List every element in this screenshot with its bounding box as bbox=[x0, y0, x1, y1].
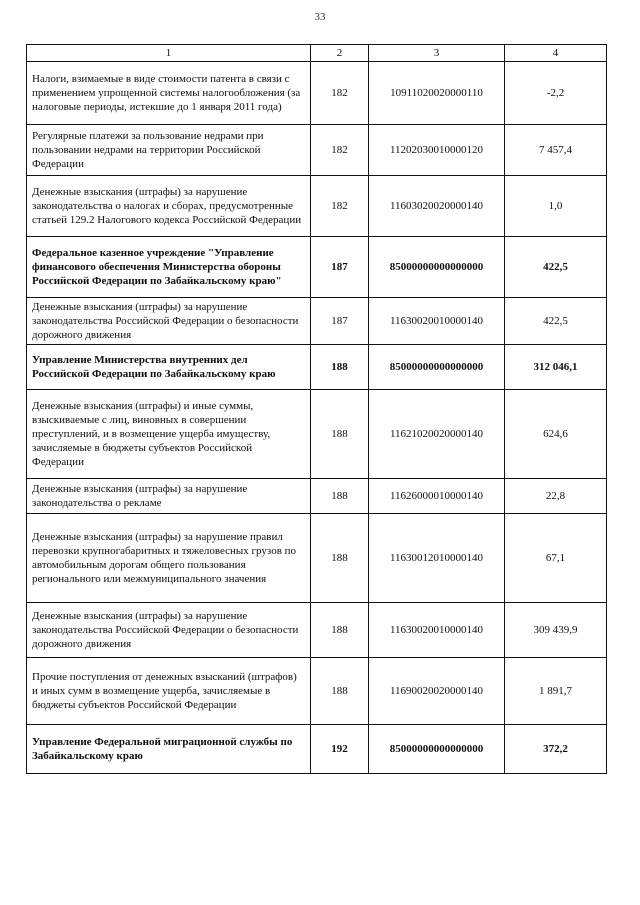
row-admin-code: 187 bbox=[311, 237, 369, 298]
row-admin-code: 182 bbox=[311, 125, 369, 176]
table-header-row bbox=[27, 45, 607, 62]
row-budget-code: 11626000010000140 bbox=[369, 479, 505, 514]
row-amount: 7 457,4 bbox=[505, 125, 607, 176]
column-header-code: 3 bbox=[369, 45, 505, 62]
row-amount: 422,5 bbox=[505, 298, 607, 345]
row-amount: 1,0 bbox=[505, 176, 607, 237]
row-budget-code: 11630012010000140 bbox=[369, 514, 505, 603]
row-admin-code: 188 bbox=[311, 390, 369, 479]
page-number: 33 bbox=[314, 11, 326, 23]
budget-revenue-table bbox=[26, 44, 607, 774]
row-amount: 1 891,7 bbox=[505, 658, 607, 725]
row-admin-code: 188 bbox=[311, 658, 369, 725]
row-amount: 312 046,1 bbox=[505, 345, 607, 390]
row-admin-code: 188 bbox=[311, 603, 369, 658]
row-admin-code: 188 bbox=[311, 479, 369, 514]
row-name: Управление Министерства внутренних дел Российской Федерации по Забайкальскому краю bbox=[27, 345, 311, 390]
row-admin-code: 187 bbox=[311, 298, 369, 345]
table-row bbox=[27, 658, 607, 725]
row-name: Регулярные платежи за пользование недрами при пользовании недрами на территории Российской Федерации bbox=[27, 125, 311, 176]
table-row bbox=[27, 125, 607, 176]
row-admin-code: 188 bbox=[311, 345, 369, 390]
row-name: Управление Федеральной миграционной службы по Забайкальскому краю bbox=[27, 725, 311, 774]
row-budget-code: 11202030010000120 bbox=[369, 125, 505, 176]
table-row-section bbox=[27, 345, 607, 390]
row-amount: 624,6 bbox=[505, 390, 607, 479]
table-row bbox=[27, 514, 607, 603]
column-header-name: 1 bbox=[27, 45, 311, 62]
table-row bbox=[27, 298, 607, 345]
row-budget-code: 11630020010000140 bbox=[369, 603, 505, 658]
row-name: Налоги, взимаемые в виде стоимости патента в связи с применением упрощенной системы налогообложения (за налоговые периоды, истекшие до 1 января 2011 года) bbox=[27, 62, 311, 125]
row-name: Денежные взыскания (штрафы) за нарушение правил перевозки крупногабаритных и тяжеловесных грузов по автомобильным дорогам общего пользования регионального или межмуниципального значения bbox=[27, 514, 311, 603]
row-amount: 22,8 bbox=[505, 479, 607, 514]
row-amount: 422,5 bbox=[505, 237, 607, 298]
row-admin-code: 182 bbox=[311, 176, 369, 237]
row-budget-code: 85000000000000000 bbox=[369, 345, 505, 390]
row-budget-code: 11690020020000140 bbox=[369, 658, 505, 725]
column-header-amount: 4 bbox=[505, 45, 607, 62]
row-budget-code: 11621020020000140 bbox=[369, 390, 505, 479]
row-name: Денежные взыскания (штрафы) за нарушение законодательства Российской Федерации о безопасности дорожного движения bbox=[27, 603, 311, 658]
row-name: Федеральное казенное учреждение "Управление финансового обеспечения Министерства обороны Российской Федерации по Забайкальскому краю" bbox=[27, 237, 311, 298]
row-amount: 372,2 bbox=[505, 725, 607, 774]
table-row bbox=[27, 603, 607, 658]
row-amount: 67,1 bbox=[505, 514, 607, 603]
row-amount: 309 439,9 bbox=[505, 603, 607, 658]
table-row-section bbox=[27, 237, 607, 298]
row-amount: -2,2 bbox=[505, 62, 607, 125]
row-budget-code: 11630020010000140 bbox=[369, 298, 505, 345]
row-admin-code: 188 bbox=[311, 514, 369, 603]
column-header-admin: 2 bbox=[311, 45, 369, 62]
row-admin-code: 182 bbox=[311, 62, 369, 125]
table-row bbox=[27, 390, 607, 479]
row-budget-code: 11603020020000140 bbox=[369, 176, 505, 237]
row-name: Денежные взыскания (штрафы) и иные суммы, взыскиваемые с лиц, виновных в совершении преступлений, и в возмещение ущерба имуществу, зачисляемые в бюджеты субъектов Российской Федерации bbox=[27, 390, 311, 479]
table-row bbox=[27, 176, 607, 237]
row-name: Денежные взыскания (штрафы) за нарушение законодательства о налогах и сборах, предусмотренные статьей 129.2 Налогового кодекса Российской Федерации bbox=[27, 176, 311, 237]
table-row bbox=[27, 62, 607, 125]
row-admin-code: 192 bbox=[311, 725, 369, 774]
table-row-section bbox=[27, 725, 607, 774]
row-budget-code: 85000000000000000 bbox=[369, 237, 505, 298]
row-budget-code: 10911020020000110 bbox=[369, 62, 505, 125]
table-row bbox=[27, 479, 607, 514]
row-name: Денежные взыскания (штрафы) за нарушение законодательства Российской Федерации о безопасности дорожного движения bbox=[27, 298, 311, 345]
row-name: Денежные взыскания (штрафы) за нарушение законодательства о рекламе bbox=[27, 479, 311, 514]
row-name: Прочие поступления от денежных взысканий (штрафов) и иных сумм в возмещение ущерба, зачисляемые в бюджеты субъектов Российской Федерации bbox=[27, 658, 311, 725]
row-budget-code: 85000000000000000 bbox=[369, 725, 505, 774]
